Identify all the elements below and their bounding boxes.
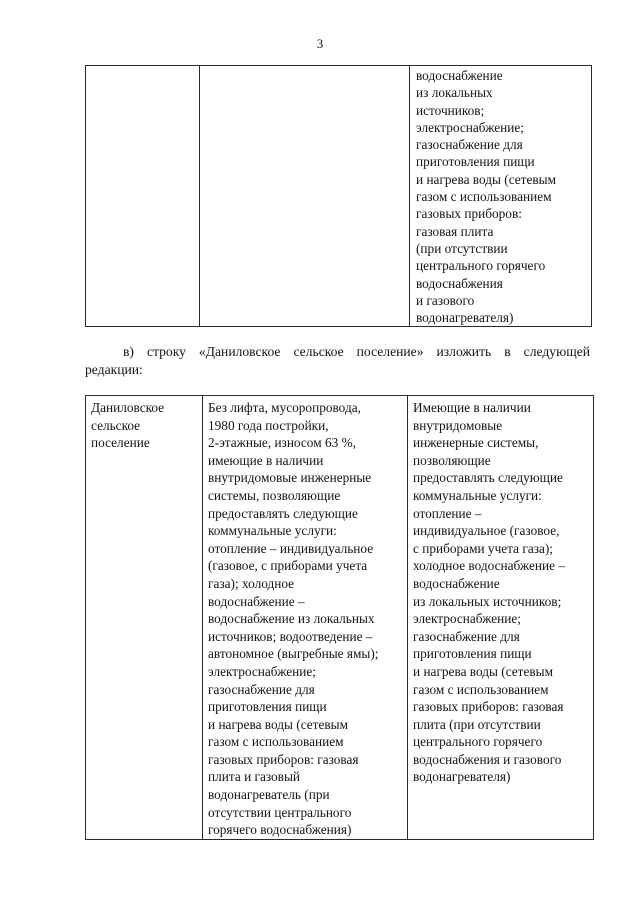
- table-cell-building-description: [203, 396, 408, 840]
- table-cell-utilities: [408, 396, 594, 840]
- continued-table: [85, 65, 592, 327]
- cell-text: водоснабжение из локальных источников; электроснабжение; газоснабжение для приготовления пищи и нагрева воды (сетевым газом с использованием газовых приборов: газовая плита (при отсутствии центрального горячего водоснабжения и газового водонагревателя): [416, 68, 557, 326]
- table-cell-settlement: [86, 396, 203, 840]
- table-row: [86, 66, 592, 327]
- settlement-name: Даниловское сельское поселение: [91, 400, 165, 451]
- table-cell-building-description: [200, 66, 410, 327]
- table-cell-utilities: [410, 66, 592, 327]
- settlement-table: [85, 395, 594, 840]
- building-description: Без лифта, мусоропровода, 1980 года постройки, 2-этажные, износом 63 %, имеющие в наличии внутридомовые инженерные системы, позволяющие предоставлять следующие коммунальные услуги: отопление – индивидуальное (газовое, с приборами учета газа); холодное водоснабжение – водоснабжение из локальных источников; водоотведение – автономное (выгребные ямы); электроснабжение; газоснабжение для приготовления пищи и нагрева воды (сетевым газом с использованием газовых приборов: газовая плита и газовый водонагреватель (при отсутствии центрального горячего водоснабжения): [208, 400, 379, 838]
- table-row: [86, 396, 594, 840]
- table-cell-settlement: [86, 66, 200, 327]
- page-number: 3: [316, 36, 324, 51]
- instruction-paragraph-end: редакции:: [85, 362, 143, 377]
- utilities-description: Имеющие в наличии внутридомовые инженерные системы, позволяющие предоставлять следующие коммунальные услуги: отопление – индивидуальное (газовое, с приборами учета газа); холодное водоснабжение – водоснабжение из локальных источников; электроснабжение; газоснабжение для приготовления пищи и нагрева воды (сетевым газом с использованием газовых приборов: газовая плита (при отсутствии центрального горячего водоснабжения и газового водонагревателя): [413, 400, 566, 785]
- instruction-paragraph: в) строку «Даниловское сельское поселение» изложить в следующей: [123, 344, 590, 359]
